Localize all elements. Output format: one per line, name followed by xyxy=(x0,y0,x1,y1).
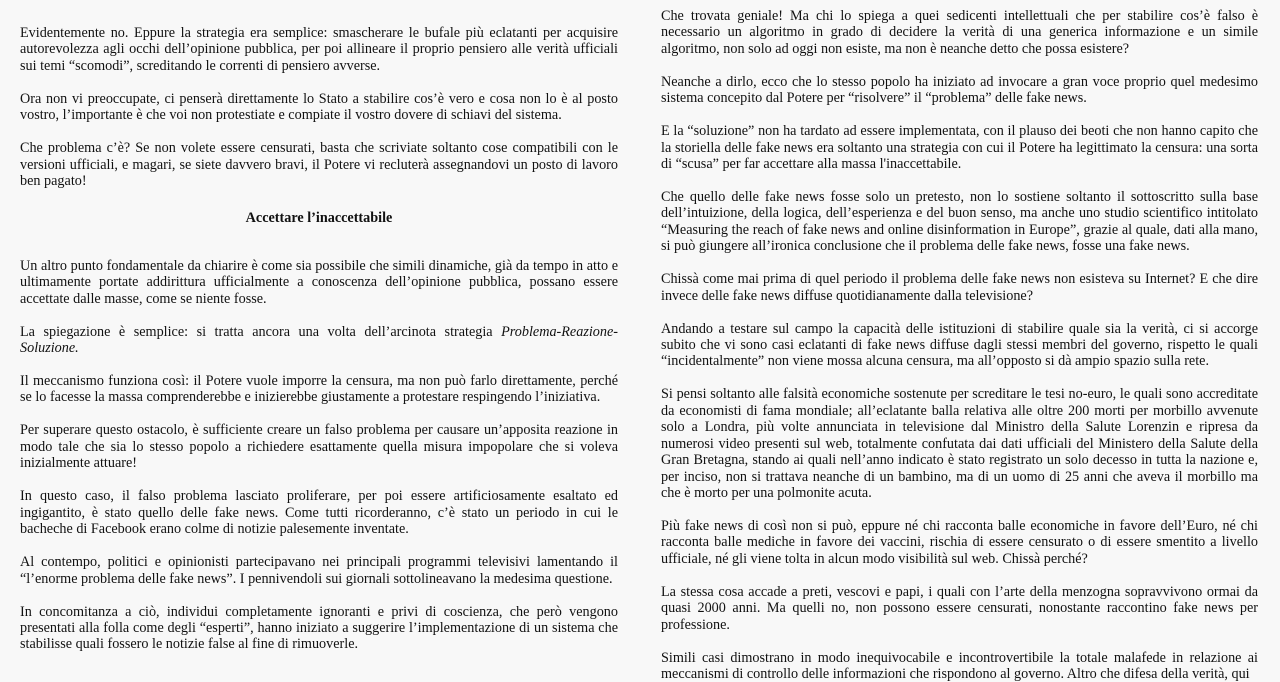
paragraph: Ora non vi preoccupate, ci penserà direttamente lo Stato a stabilire cos’è vero e cosa non lo è al posto vostro, l’importante è che voi non protestiate e compiate il vostro dovere di schiavi del sistema. xyxy=(20,90,618,124)
paragraph: Si pensi soltanto alle falsità economiche sostenute per screditare le tesi no-euro, le quali sono accreditate da economisti di fama mondiale; all’eclatante balla relativa alle oltre 200 morti per morbillo avvenute solo a Londra, più volte annunciata in televisione dal Ministro della Salute Lorenzin e ripresa da numerosi video presenti sul web, totalmente confutata dai dati ufficiali del Ministero della Salute della Gran Bretagna, stando ai quali nell’anno indicato è stato registrato un solo decesso in tutta la nazione e, per inciso, non si trattava neanche di un bambino, ma di un uomo di 25 anni che aveva il morbillo ma che è morto per una polmonite acuta. xyxy=(661,386,1258,501)
paragraph: Neanche a dirlo, ecco che lo stesso popolo ha iniziato ad invocare a gran voce proprio quel medesimo sistema concepito dal Potere per “risolvere” il “problema” delle fake news. xyxy=(661,73,1258,107)
paragraph: Più fake news di così non si può, eppure né chi racconta balle economiche in favore dell’Euro, né chi racconta balle mediche in favore dei vaccini, rischia di essere censurato o di essere smentito a livello ufficiale, né gli viene tolta in alcun modo visibilità sul web. Chissà perché? xyxy=(661,517,1258,567)
paragraph: Simili casi dimostrano in modo inequivocabile e incontrovertibile la totale malafede in relazione ai meccanismi di controllo delle informazioni che rispondono al governo. Altro che difesa della verità, qui xyxy=(661,649,1258,682)
left-page xyxy=(20,25,618,653)
paragraph: Che problema c’è? Se non volete essere censurati, basta che scriviate soltanto cose compatibili con le versioni ufficiali, e magari, se siete davvero bravi, il Potere vi recluterà assegnandovi un posto di lavoro ben pagato! xyxy=(20,140,618,190)
paragraph: In concomitanza a ciò, individui completamente ignoranti e privi di coscienza, che però vengono presentati alla folla come degli “esperti”, hanno iniziato a suggerire l’implementazione di un sistema che stabilisse quali fossero le notizie false al fine di rimuoverle. xyxy=(20,603,618,653)
paragraph-strategy xyxy=(20,324,618,357)
paragraph-text: La spiegazione è semplice: si tratta ancora una volta dell’arcinota strategia xyxy=(20,323,502,340)
strategy-emphasis: Problema-Reazione-Soluzione. xyxy=(20,323,618,357)
paragraph: Al contempo, politici e opinionisti partecipavano nei principali programmi televisivi lamentando il “l’enorme problema delle fake news”. I pennivendoli sui giornali sottolineavano la medesima questione. xyxy=(20,554,618,587)
paragraph: Andando a testare sul campo la capacità delle istituzioni di stabilire quale sia la verità, ci si accorge subito che vi sono casi eclatanti di fake news diffuse dagli stessi membri del governo, rispetto le quali “incidentalmente” non viene mossa alcuna censura, ma all’opposto si dà ampio spazio sulla rete. xyxy=(661,320,1258,370)
right-page xyxy=(661,8,1258,682)
section-heading: Accettare l’inaccettabile xyxy=(245,210,393,227)
paragraph: Che trovata geniale! Ma chi lo spiega a quei sedicenti intellettuali che per stabilire cos’è falso è necessario un algoritmo in grado di decidere la verità di una generica informazione e un simile algoritmo, non solo ad oggi non esiste, ma non è neanche detto che possa esistere? xyxy=(661,8,1258,57)
paragraph: Chissà come mai prima di quel periodo il problema delle fake news non esisteva su Internet? E che dire invece delle fake news diffuse quotidianamente dalla televisione? xyxy=(661,271,1258,304)
paragraph: In questo caso, il falso problema lasciato proliferare, per poi essere artificiosamente esaltato ed ingigantito, è stato quello delle fake news. Come tutti ricorderanno, c’è stato un periodo in cui le bacheche di Facebook erano colme di notizie palesemente inventate. xyxy=(20,488,618,538)
paragraph: Il meccanismo funziona così: il Potere vuole imporre la censura, ma non può farlo direttamente, perché se lo facesse la massa comprenderebbe e inizierebbe giustamente a protestare respingendo l’iniziativa. xyxy=(20,373,618,406)
paragraph: E la “soluzione” non ha tardato ad essere implementata, con il plauso dei beoti che non hanno capito che la storiella delle fake news era soltanto una strategia con cui il Potere ha legittimato la censura: una sorta di “scusa” per far accettare alla massa l'inaccettabile. xyxy=(661,123,1258,173)
paragraph: Per superare questo ostacolo, è sufficiente creare un falso problema per causare un’apposita reazione in modo tale che sia lo stesso popolo a richiedere esattamente quella misura impopolare che si voleva inizialmente attuare! xyxy=(20,422,618,472)
paragraph: Che quello delle fake news fosse solo un pretesto, non lo sostiene soltanto il sottoscritto sulla base dell’intuizione, della logica, dell’esperienza e del buon senso, ma anche uno studio scientifico intitolato “Measuring the reach of fake news and online disinformation in Europe”, grazie al quale, dati alla mano, si può giungere all’ironica conclusione che il problema delle fake news, fosse una fake news. xyxy=(661,189,1258,255)
paragraph: Un altro punto fondamentale da chiarire è come sia possibile che simili dinamiche, già da tempo in atto e ultimamente portate addirittura ufficialmente a conoscenza dell’opinione pubblica, possano essere accettate dalle masse, come se niente fosse. xyxy=(20,257,618,307)
paragraph: La stessa cosa accade a preti, vescovi e papi, i quali con l’arte della menzogna sopravvivono ormai da quasi 2000 anni. Ma quelli no, non possono essere censurati, nonostante raccontino fake news per professione. xyxy=(661,583,1258,633)
paragraph: Evidentemente no. Eppure la strategia era semplice: smascherare le bufale più eclatanti per acquisire autorevolezza agli occhi dell’opinione pubblica, per poi allineare il proprio pensiero alle verità ufficiali sui temi “scomodi”, screditando le correnti di pensiero avverse. xyxy=(20,25,618,74)
